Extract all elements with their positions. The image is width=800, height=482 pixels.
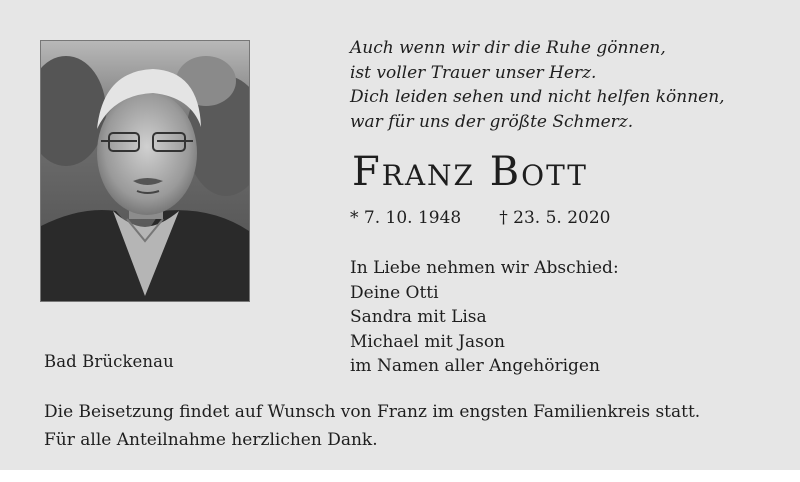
poem-line: Dich leiden sehen und nicht helfen können, [350,87,725,107]
notice-line: Die Beisetzung findet auf Wunsch von Franz im engsten Familienkreis statt. [44,402,701,422]
mourner-line: Deine Otti [350,282,439,303]
life-dates [350,208,610,228]
memorial-poem [350,36,725,134]
poem-line: ist voller Trauer unser Herz. [350,62,597,83]
mourner-line: Sandra mit Lisa [350,307,487,327]
deceased-name: Franz Bott [352,149,588,195]
poem-line: Auch wenn wir dir die Ruhe gönnen, [350,38,666,58]
farewell-intro: In Liebe nehmen wir Abschied: [350,258,619,278]
notice-line: Für alle Anteilnahme herzlichen Dank. [44,430,378,450]
birth-date: * 7. 10. 1948 [350,208,462,228]
mourner-line: Michael mit Jason [350,331,506,352]
farewell-block [350,256,619,379]
mourner-line: im Namen aller Angehörigen [350,356,600,376]
bottom-border [0,470,800,482]
place-name: Bad Brückenau [44,352,174,371]
portrait-photo [40,40,250,302]
poem-line: war für uns der größte Schmerz. [350,111,634,132]
death-date: † 23. 5. 2020 [499,208,611,228]
burial-notice [44,398,700,454]
